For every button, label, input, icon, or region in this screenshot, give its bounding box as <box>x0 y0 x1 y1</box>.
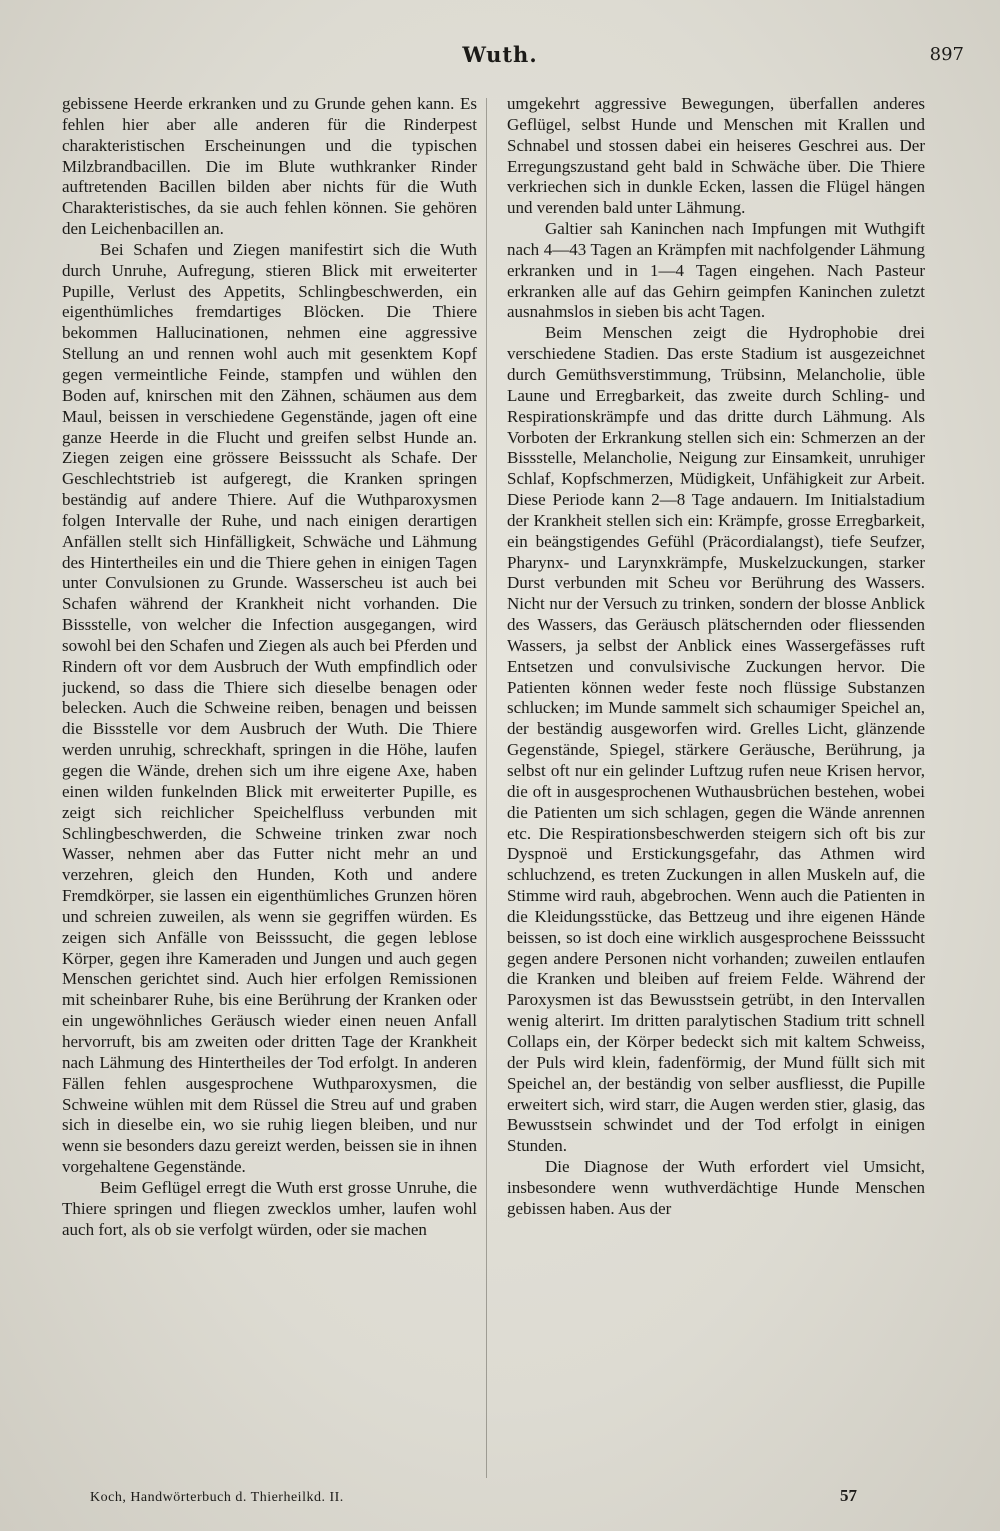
left-paragraph-1: gebissene Heerde erkranken und zu Grunde gehen kann. Es fehlen hier aber alle anderen für die Rinderpest charakteristischen Erscheinungen und die typischen Milzbrandbacillen. Die im Blute wuthkranker Rinder auftretenden Bacillen bilden aber nichts für die Wuth Charakteristisches, da sie auch fehlen können. Sie gehören den Leichenbacillen an. <box>62 94 477 239</box>
page-number: 897 <box>929 44 964 65</box>
right-paragraph-2: Galtier sah Kaninchen nach Impfungen mit Wuthgift nach 4—43 Tagen an Krämpfen mit nachfolgender Lähmung erkranken und in 1—4 Tagen eingehen. Nach Pasteur erkranken alle auf das Gehirn geimpfen Kaninchen zuletzt ausnahmslos in sieben bis acht Tagen. <box>507 219 925 322</box>
right-paragraph-4: Die Diagnose der Wuth erfordert viel Umsicht, insbesondere wenn wuthverdächtige Hunde Menschen gebissen haben. Aus der <box>507 1157 925 1218</box>
column-divider <box>486 98 487 1478</box>
right-paragraph-1: umgekehrt aggressive Bewegungen, überfallen anderes Geflügel, selbst Hunde und Menschen mit Krallen und Schnabel und stossen dabei ein heiseres Geschrei aus. Der Erregungszustand geht bald in Schwäche über. Die Thiere verkriechen sich in dunkle Ecken, lassen die Flügel hängen und verenden bald unter Lähmung. <box>507 94 925 218</box>
right-paragraph-3: Beim Menschen zeigt die Hydrophobie drei verschiedene Stadien. Das erste Stadium ist ausgezeichnet durch Gemüthsverstimmung, Trübsinn, Melancholie, üble Laune und Erregbarkeit, das zweite durch Schling- und Respirationskrämpfe und das dritte durch Lähmung. Als Vorboten der Erkrankung stellen sich ein: Schmerzen an der Bissstelle, Melancholie, Neigung zur Einsamkeit, unruhiger Schlaf, Kopfschmerzen, Müdigkeit, Unfähigkeit zur Arbeit. Diese Periode kann 2—8 Tage andauern. Im Initialstadium der Krankheit stellen sich ein: Krämpfe, grosse Erregbarkeit, ein beängstigendes Gefühl (Präcordialangst), tiefe Seufzer, Pharynx- und Larynxkrämpfe, Muskelzuckungen, starker Durst verbunden mit Scheu vor Berührung des Wassers. Nicht nur der Versuch zu trinken, sondern der blosse Anblick des Wassers, das Geräusch plätschernden oder fliessenden Wassers, ja selbst der Anblick eines Wassergefässes ruft Entsetzen und convulsivische Zuckungen hervor. Die Patienten können weder feste noch flüssige Substanzen schlucken; im Munde sammelt sich schaumiger Speichel an, der beständig ausgeworfen wird. Grelles Licht, glänzende Gegenstände, Spiegel, stärkere Geräusche, Berührung, ja selbst oft nur ein gelinder Luftzug rufen neue Krisen hervor, die oft in ausgesprochenen Wuthausbrüchen bestehen, wobei die Patienten um sich schlagen, gegen die Wände anrennen etc. Die Respirationsbeschwerden steigern sich oft bis zur Dyspnoë und Erstickungsgefahr, das Athmen wird schluchzend, es treten Zuckungen in allen Muskeln auf, die Stimme wird rauh, abgebrochen. Wenn auch die Patienten in die Kleidungsstücke, das Bettzeug und ihre eigenen Hände beissen, so ist doch eine wirklich ausgesprochene Beisssucht gegen andere Personen nicht vorhanden; zuweilen entlaufen die Kranken und bleiben auf freiem Felde. Während der Paroxysmen ist das Bewusstsein getrübt, in den Intervallen wenig alterirt. Im dritten paralytischen Stadium tritt schnell Collaps ein, der Körper bedeckt sich mit kaltem Schweiss, der Puls wird klein, fadenförmig, der Mund füllt sich mit Speichel an, der beständig von selber ausfliesst, die Pupille erweitert sich, wird starr, die Augen werden stier, glasig, das Bewusstsein schwindet und der Tod erfolgt in einigen Stunden. <box>507 323 925 1156</box>
footer-signature-mark: 57 <box>840 1486 857 1505</box>
left-paragraph-2: Bei Schafen und Ziegen manifestirt sich die Wuth durch Unruhe, Aufregung, stieren Blick mit erweiterter Pupille, Verlust des Appetits, Schlingbeschwerden, ein eigenthümliches fremdartiges Blöcken. Die Thiere bekommen Hallucinationen, nehmen eine aggressive Stellung an und rennen wohl auch mit gesenktem Kopf gegen vermeintliche Feinde, stampfen und wühlen den Boden auf, knirschen mit den Zähnen, schäumen aus dem Maul, beissen in verschiedene Gegenstände, jagen oft eine ganze Heerde in die Flucht und greifen selbst Hunde an. Ziegen zeigen eine grössere Beisssucht als Schafe. Der Geschlechtstrieb ist aufgeregt, die Kranken springen beständig auf andere Thiere. Auf die Wuthparoxysmen folgen Intervalle der Ruhe, und nach einigen derartigen Anfällen stellt sich Hinfälligkeit, Schwäche und Lähmung des Hintertheiles ein und die Thiere gehen in einigen Tagen unter Convulsionen zu Grunde. Wasserscheu ist auch bei Schafen während der Krankheit nicht vorhanden. Die Bissstelle, von welcher die Infection ausgegangen, wird sowohl bei den Schafen und Ziegen als auch bei Pferden und Rindern oft vor dem Ausbruch der Wuth empfindlich oder juckend, so dass die Thiere sich dieselbe benagen oder belecken. Auch die Schweine reiben, benagen und beissen die Bissstelle vor dem Ausbruch der Wuth. Die Thiere werden unruhig, schreckhaft, springen in die Höhe, laufen gegen die Wände, drehen sich um ihre eigene Axe, haben einen wilden funkelnden Blick mit erweiterter Pupille, es zeigt sich reichlicher Speichelfluss verbunden mit Schlingbeschwerden, die Schweine trinken zwar noch Wasser, nehmen aber das Futter nicht mehr an und verzehren, gleich den Hunden, Koth und andere Fremdkörper, sie lassen ein eigenthümliches Grunzen hören und schreien zuweilen, als wenn sie gegriffen würden. Es zeigen sich Anfälle von Beisssucht, die gegen leblose Körper, gegen ihre Kameraden und Jungen und auch gegen Menschen gerichtet sind. Auch hier erfolgen Remissionen mit scheinbarer Ruhe, bis eine Berührung der Kranken oder ein ungewöhnliches Geräusch wieder einen neuen Anfall hervorruft, bis am zweiten oder dritten Tage der Krankheit nach Lähmung des Hintertheiles der Tod erfolgt. In anderen Fällen fehlen ausgesprochene Wuthparoxysmen, die Schweine wühlen mit dem Rüssel die Streu auf und graben sich in dieselbe ein, wo sie ruhig liegen bleiben, und nur wenn sie besonders dazu gereizt werden, beissen sie in ihnen vorgehaltene Gegenstände. <box>62 239 477 1177</box>
left-column <box>62 94 477 1474</box>
left-paragraph-3: Beim Geflügel erregt die Wuth erst grosse Unruhe, die Thiere springen und fliegen zwecklos umher, laufen wohl auch fort, als ob sie verfolgt würden, oder sie machen <box>62 1177 477 1239</box>
right-column <box>507 94 925 1474</box>
footer-book-title: Koch, Handwörterbuch d. Thierheilkd. II. <box>90 1490 344 1505</box>
running-head-title: Wuth. <box>462 42 538 67</box>
